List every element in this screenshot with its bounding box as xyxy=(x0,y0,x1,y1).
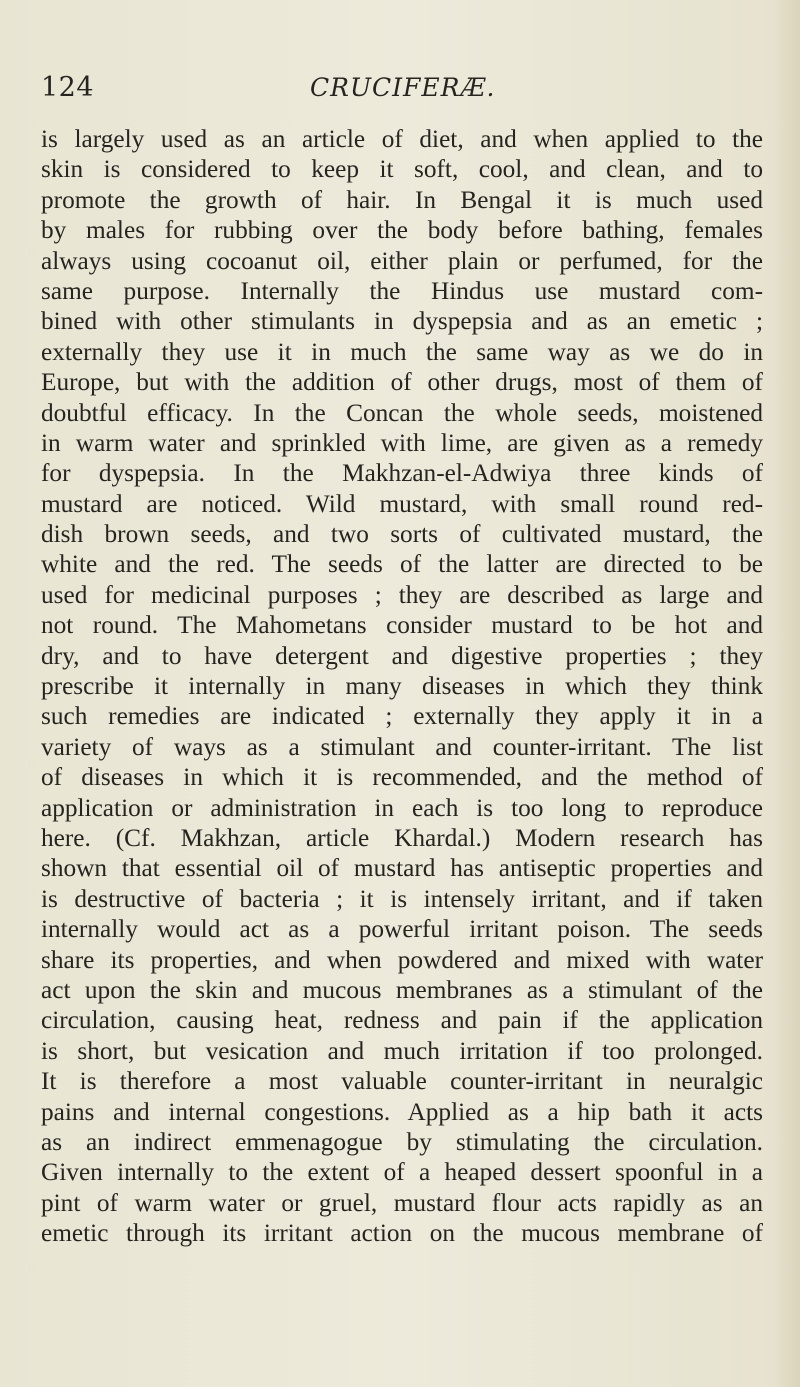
text-line: shown that essential oil of mustard has antiseptic properties and xyxy=(41,854,763,883)
text-line: not round. The Mahometans consider mustard to be hot and xyxy=(41,611,763,640)
text-line: is destructive of bacteria ; it is intensely irritant, and if taken xyxy=(41,884,763,913)
text-line: used for medicinal purposes ; they are described as large and xyxy=(41,580,763,609)
text-line: Europe, but with the addition of other drugs, most of them of xyxy=(41,368,763,397)
text-line: dry, and to have detergent and digestive properties ; they xyxy=(41,641,763,670)
text-line: internally would act as a powerful irritant poison. The seeds xyxy=(41,915,763,944)
text-line: application or administration in each is too long to reproduce xyxy=(41,793,763,822)
text-line: skin is considered to keep it soft, cool, and clean, and to xyxy=(41,155,763,184)
text-line: for dyspepsia. In the Makhzan-el-Adwiya three kinds of xyxy=(41,459,763,488)
text-line: in warm water and sprinkled with lime, are given as a remedy xyxy=(41,428,763,457)
text-line: white and the red. The seeds of the latter are directed to be xyxy=(41,550,763,579)
text-line: mustard are noticed. Wild mustard, with small round red- xyxy=(41,489,763,518)
text-line: pint of warm water or gruel, mustard flour acts rapidly as an xyxy=(41,1188,763,1217)
text-line: Given internally to the extent of a heaped dessert spoonful in a xyxy=(41,1158,763,1187)
running-title: CRUCIFERÆ. xyxy=(310,73,496,102)
text-line: here. (Cf. Makhzan, article Khardal.) Modern research has xyxy=(41,823,763,852)
page-number: 124 xyxy=(41,72,95,103)
page-edge-shading xyxy=(772,0,800,1387)
text-line: circulation, causing heat, redness and pain if the application xyxy=(41,1006,763,1035)
text-line: externally they use it in much the same way as we do in xyxy=(41,337,763,366)
text-line: of diseases in which it is recommended, and the method of xyxy=(41,763,763,792)
text-line: pains and internal congestions. Applied as a hip bath it acts xyxy=(41,1097,763,1126)
text-line: emetic through its irritant action on the mucous membrane of xyxy=(41,1219,763,1248)
text-line: dish brown seeds, and two sorts of cultivated mustard, the xyxy=(41,520,763,549)
text-line: variety of ways as a stimulant and counter-irritant. The list xyxy=(41,732,763,761)
text-line: always using cocoanut oil, either plain or perfumed, for the xyxy=(41,246,763,275)
text-line: share its properties, and when powdered and mixed with water xyxy=(41,945,763,974)
text-line: act upon the skin and mucous membranes as a stimulant of the xyxy=(41,975,763,1004)
text-line: is short, but vesication and much irritation if too prolonged. xyxy=(41,1036,763,1065)
text-line: as an indirect emmenagogue by stimulating the circulation. xyxy=(41,1127,763,1156)
text-line: by males for rubbing over the body before bathing, females xyxy=(41,216,763,245)
text-line: promote the growth of hair. In Bengal it is much used xyxy=(41,185,763,214)
running-header xyxy=(0,0,800,110)
text-line: prescribe it internally in many diseases in which they think xyxy=(41,672,763,701)
text-line: It is therefore a most valuable counter-irritant in neuralgic xyxy=(41,1067,763,1096)
text-line: bined with other stimulants in dyspepsia and as an emetic ; xyxy=(41,307,763,336)
text-line: same purpose. Internally the Hindus use mustard com- xyxy=(41,276,763,305)
text-line: is largely used as an article of diet, and when applied to the xyxy=(41,125,763,153)
body-paragraph xyxy=(41,124,763,1248)
text-line: doubtful efficacy. In the Concan the whole seeds, moistened xyxy=(41,398,763,427)
text-line: such remedies are indicated ; externally they apply it in a xyxy=(41,702,763,731)
